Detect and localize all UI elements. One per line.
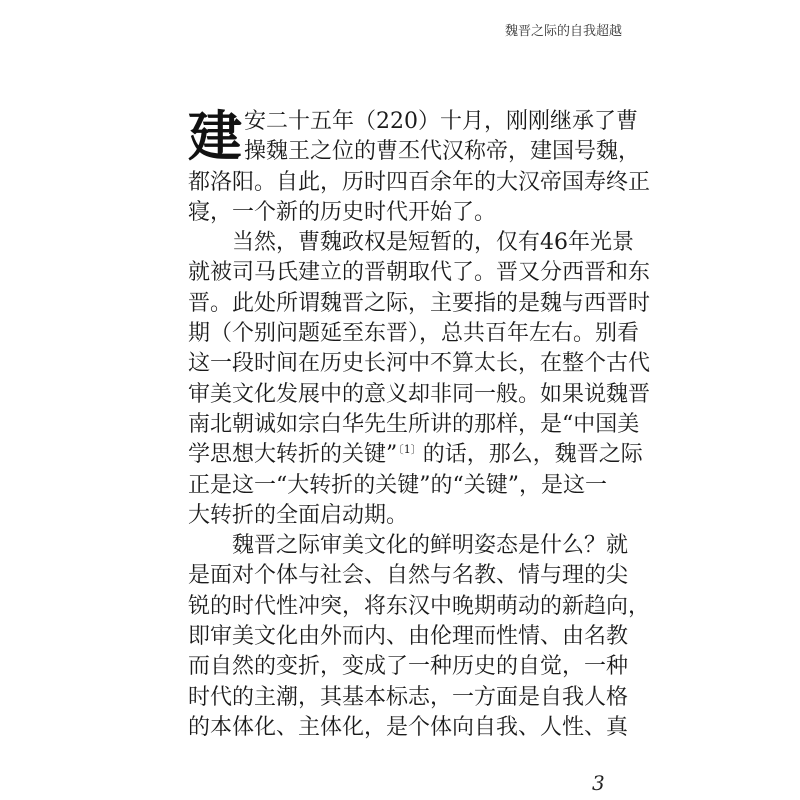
paragraph-2 [188,228,651,531]
text-line: 锐的时代性冲突，将东汉中晚期萌动的新趋向， [188,593,651,619]
paragraph-1 [188,104,651,228]
text-line: 是面对个体与社会、自然与名教、情与理的尖 [188,563,629,589]
text-line: 都洛阳。自此，历时四百余年的大汉帝国寿终正 [188,169,651,195]
text-line: 寝，一个新的历史时代开始了。 [188,199,497,225]
text-line: 审美文化发展中的意义却非同一般。如果说魏晋 [188,381,651,407]
drop-cap: 建 [188,104,242,168]
text-fragment: 学思想大转折的关键” [188,442,398,468]
text-line: 即审美文化由外而内、由伦理而性情、由名教 [188,624,629,650]
text-line: 魏晋之际审美文化的鲜明姿态是什么？就 [232,533,629,559]
text-line: 南北朝诚如宗白华先生所讲的那样，是“中国美 [188,411,640,437]
text-line: 晋。此处所谓魏晋之际，主要指的是魏与西晋时 [188,290,651,316]
text-line: 期（个别问题延至东晋），总共百年左右。别看 [188,321,640,347]
text-line: 的本体化、主体化，是个体向自我、人性、真 [188,714,629,740]
text-line: 大转折的全面启动期。 [188,502,409,528]
text-line: 时代的主潮，其基本标志，一方面是自我人格 [188,684,629,710]
text-fragment: 的话，那么，魏晋之际 [422,442,643,468]
page-number: 3 [592,771,605,795]
text-line [188,440,643,470]
footnote-marker: 〔1〕 [398,442,422,456]
text-line: 而自然的变折，变成了一种历史的自觉，一种 [188,654,629,680]
running-header: 魏晋之际的自我超越 [505,24,623,39]
paragraph-3 [188,531,651,743]
body-text [188,104,651,747]
text-line: 这一段时间在历史长河中不算太长，在整个古代 [188,351,651,377]
text-line: 操魏王之位的曹丕代汉称帝，建国号魏， [244,139,641,165]
text-line: 当然，曹魏政权是短暂的，仅有46年光景 [232,230,634,256]
text-line: 正是这一“大转折的关键”的“关键”，是这一 [188,472,607,498]
text-line: 就被司马氏建立的晋朝取代了。晋又分西晋和东 [188,260,651,286]
text-line: 安二十五年（220）十月，刚刚继承了曹 [244,109,638,134]
